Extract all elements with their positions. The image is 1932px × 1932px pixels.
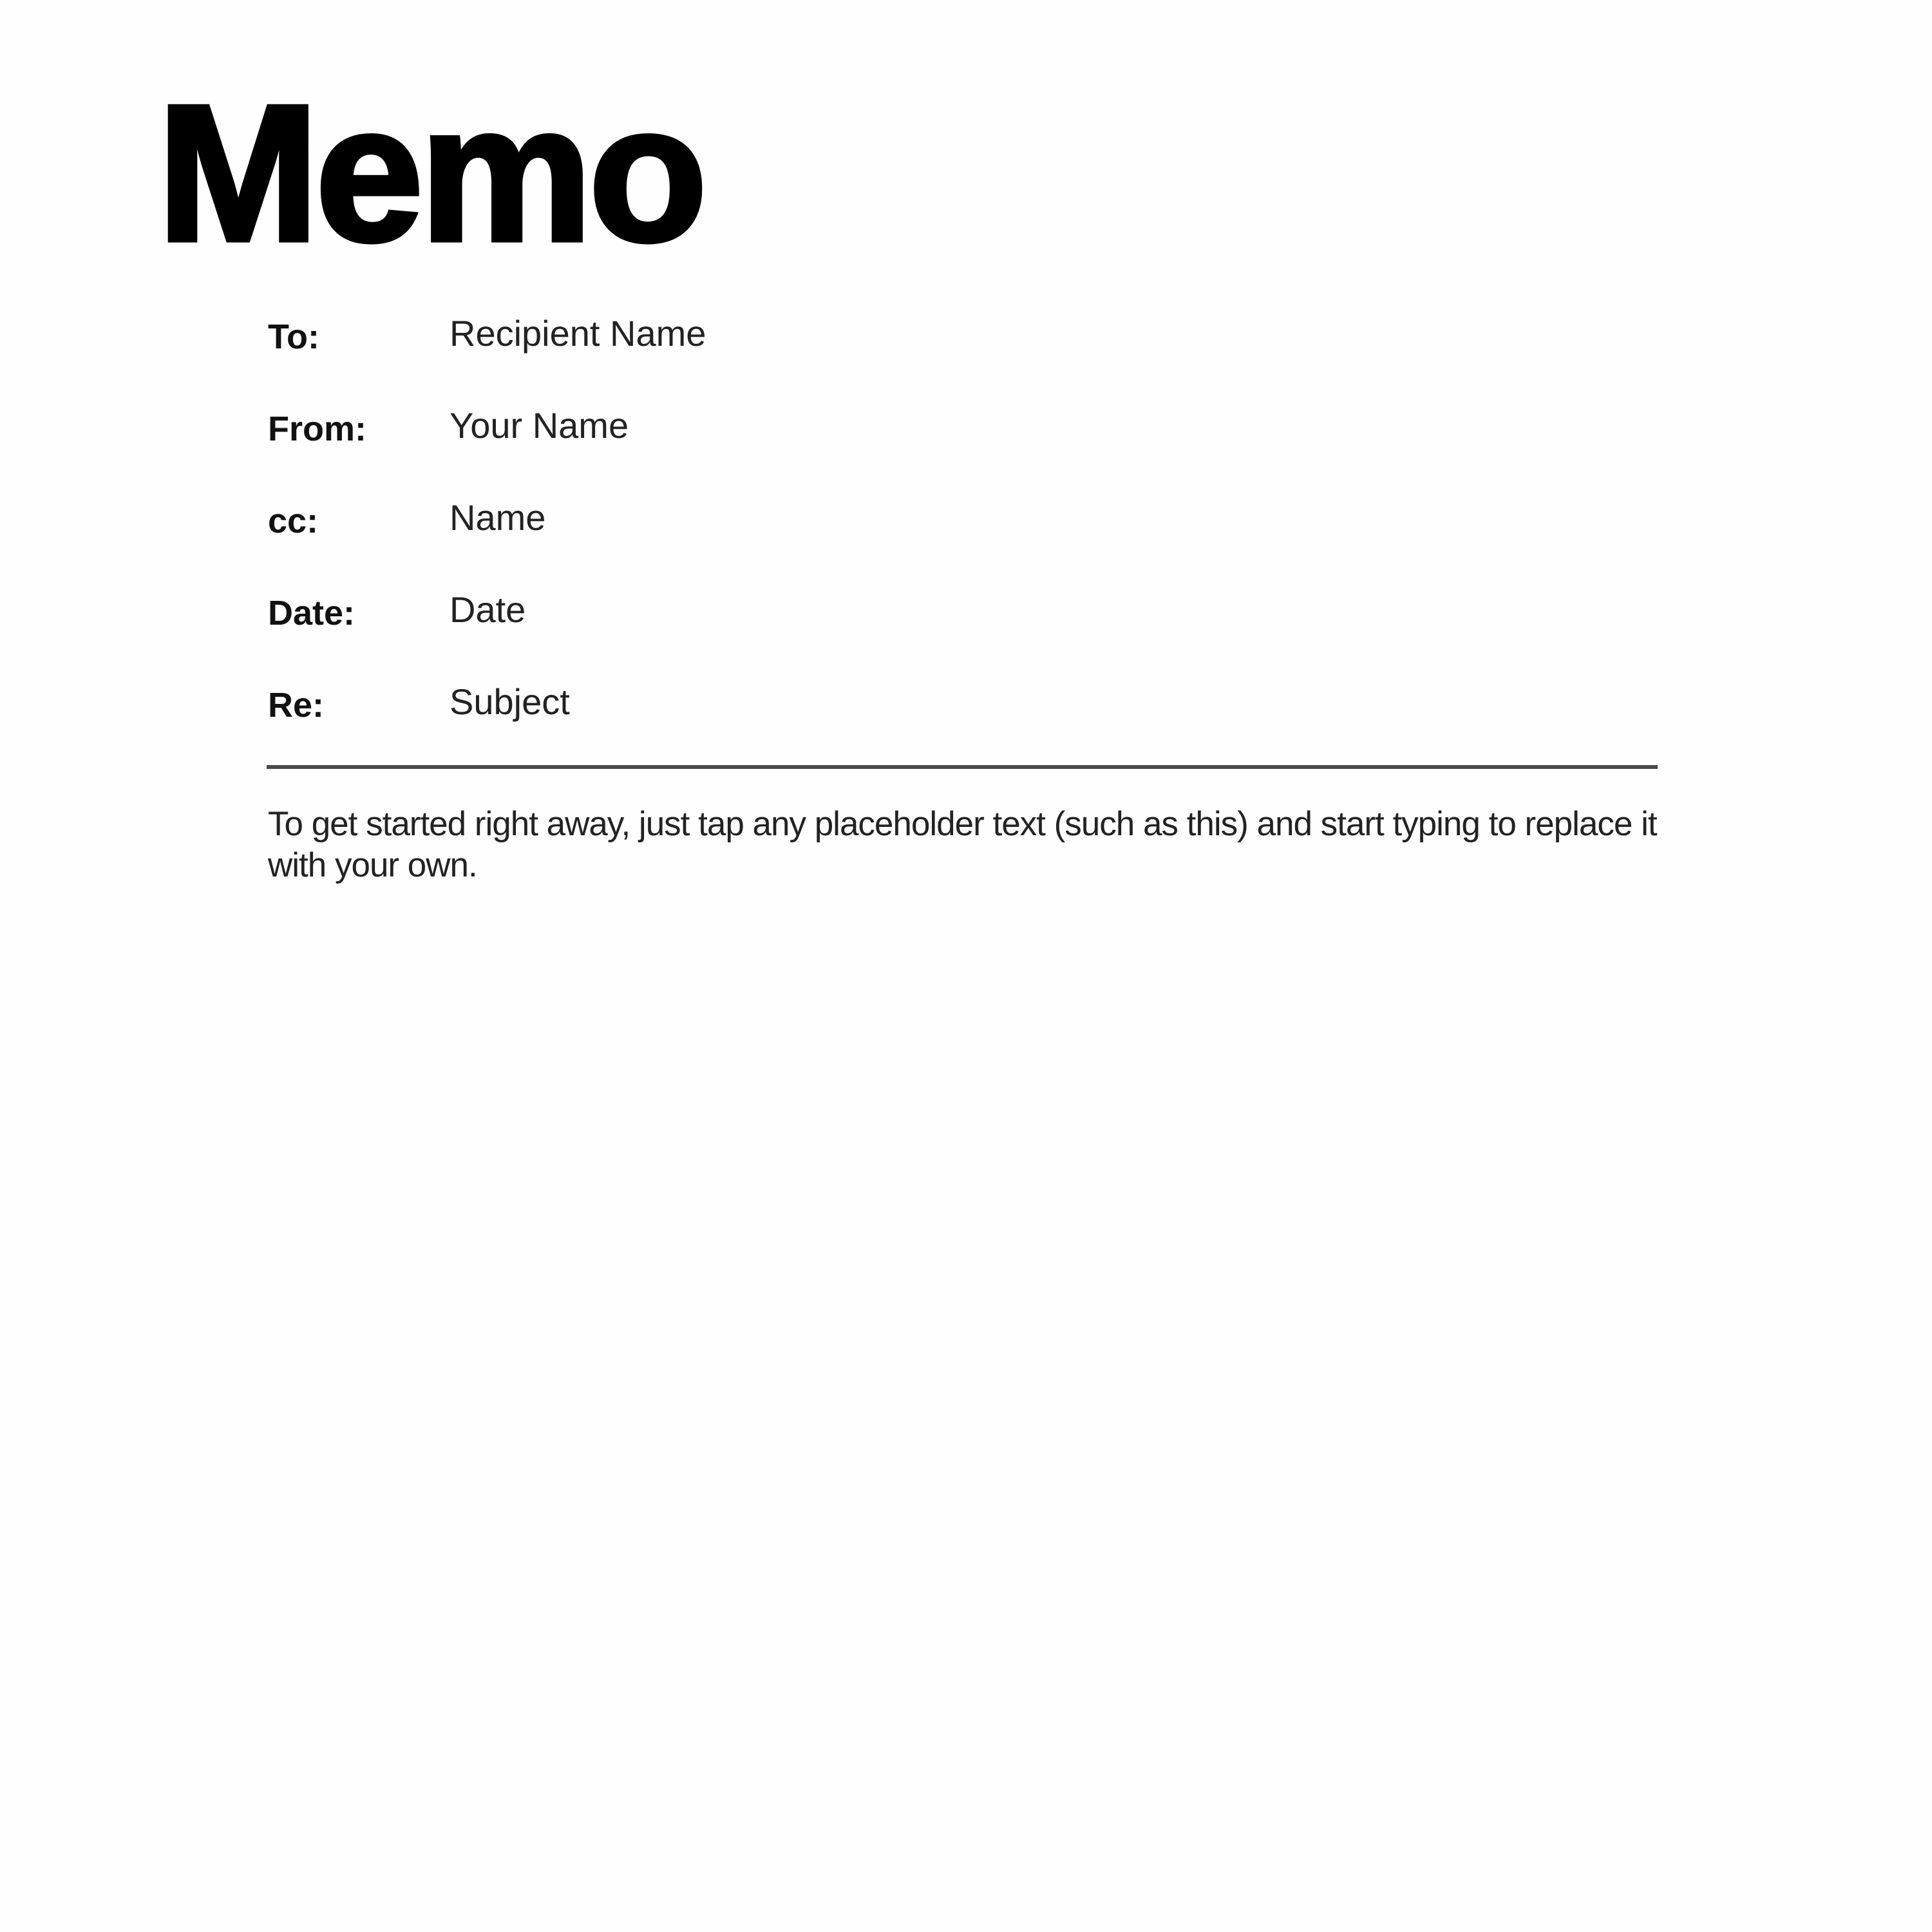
cc-name-field[interactable]: Name: [450, 497, 546, 538]
date-field[interactable]: Date: [450, 589, 526, 630]
memo-title: Memo: [157, 64, 704, 281]
recipient-name-field[interactable]: Recipient Name: [450, 313, 706, 354]
memo-body-text[interactable]: To get started right away, just tap any placeholder text (such as this) and start typing to replace it with your own.: [268, 805, 1657, 884]
header-divider: [267, 765, 1658, 769]
date-field-row: [268, 589, 1659, 684]
memo-header-fields: [268, 313, 1659, 776]
from-label: From:: [268, 410, 366, 448]
subject-field-row: [268, 681, 1659, 776]
to-label: To:: [268, 317, 319, 356]
cc-label: cc:: [268, 502, 319, 540]
date-label: Date:: [268, 594, 355, 632]
from-field-row: [268, 405, 1659, 500]
to-field-row: [268, 313, 1659, 408]
re-label: Re:: [268, 686, 325, 724]
subject-field[interactable]: Subject: [450, 681, 570, 722]
sender-name-field[interactable]: Your Name: [450, 405, 629, 446]
cc-field-row: [268, 497, 1659, 592]
